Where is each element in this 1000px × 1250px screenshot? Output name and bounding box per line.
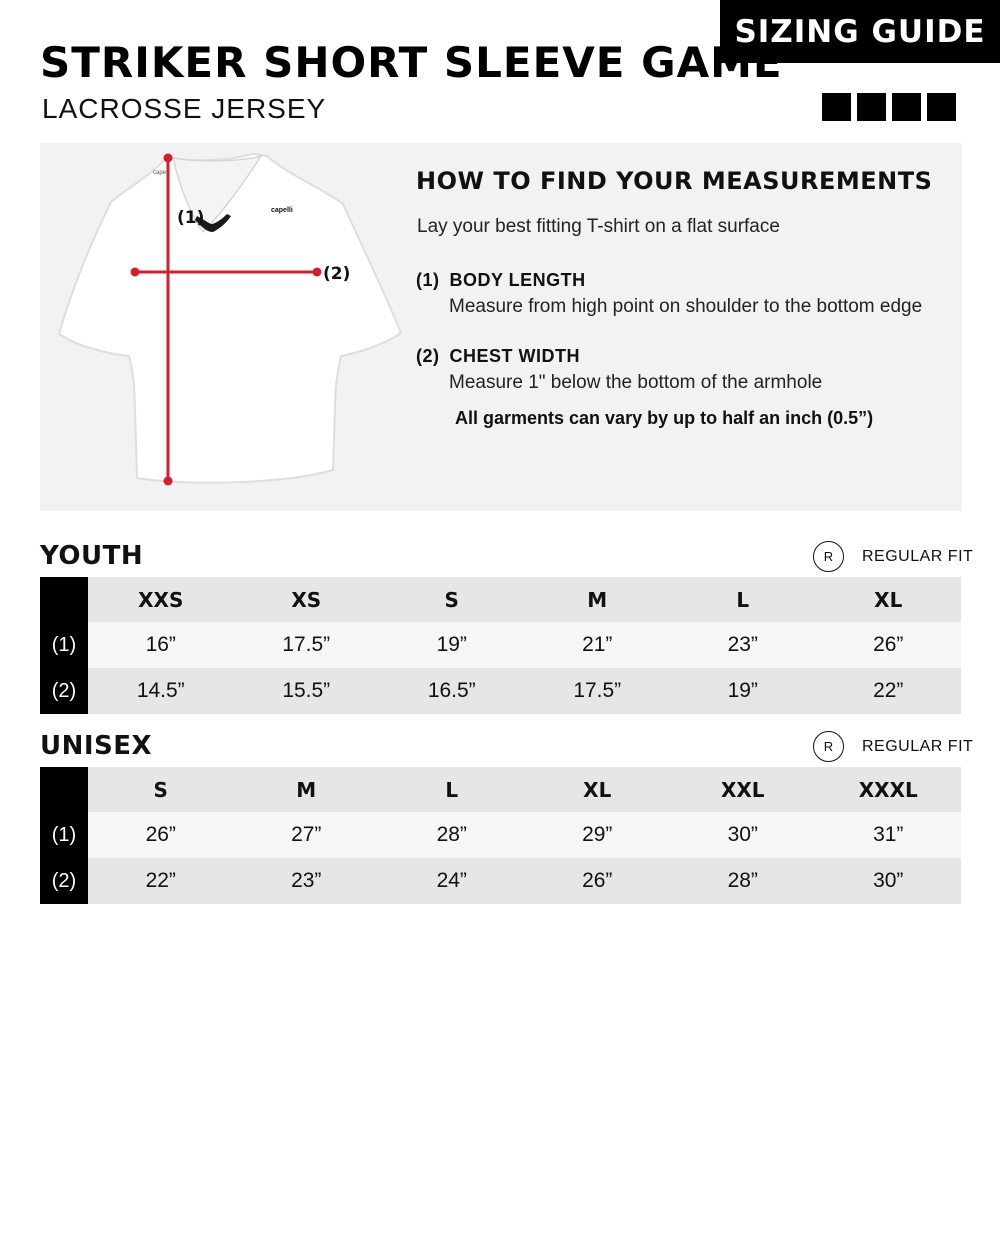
square <box>927 93 956 121</box>
row-label-body-length: (1) <box>51 633 77 656</box>
size-header: M <box>587 587 608 612</box>
table-cell: 16.5” <box>427 679 476 702</box>
table-cell: 19” <box>436 633 467 656</box>
size-header: S <box>153 777 168 802</box>
fit-label: REGULAR FIT <box>862 547 974 565</box>
instructions-intro: Lay your best fitting T-shirt on a flat surface <box>417 216 780 237</box>
measurement-desc-body-length: Measure from high point on shoulder to the bottom edge <box>449 296 923 317</box>
unisex-section-title: UNISEX <box>40 731 153 761</box>
size-header: XXS <box>138 587 184 612</box>
square <box>822 93 851 121</box>
measurement-heading-chest-width <box>416 346 580 367</box>
size-header: L <box>736 587 750 612</box>
measurement-number: (1) <box>416 270 440 290</box>
table-cell: 30” <box>727 823 758 846</box>
size-header: M <box>296 777 317 802</box>
size-header: XXL <box>720 777 765 802</box>
table-cell: 24” <box>436 869 467 892</box>
decorative-squares <box>822 93 956 121</box>
jersey-shape <box>59 154 401 483</box>
page-title: STRIKER SHORT SLEEVE GAME <box>40 38 783 87</box>
table-cell: 28” <box>727 869 758 892</box>
table-cell: 28” <box>436 823 467 846</box>
square <box>857 93 886 121</box>
size-header: XL <box>583 777 612 802</box>
fit-label: REGULAR FIT <box>862 737 974 755</box>
chest-width-end-dot <box>313 268 322 277</box>
size-header: XL <box>874 587 903 612</box>
table-cell: 17.5” <box>282 633 331 656</box>
square <box>892 93 921 121</box>
measurement-name: CHEST WIDTH <box>449 346 580 366</box>
chest-width-start-dot <box>131 268 140 277</box>
youth-section-title: YOUTH <box>40 541 144 571</box>
table-row <box>88 812 961 858</box>
size-header: XXXL <box>858 777 918 802</box>
measurement-name: BODY LENGTH <box>449 270 586 290</box>
table-cell: 30” <box>873 869 904 892</box>
table-cell: 26” <box>582 869 613 892</box>
row-label-chest-width: (2) <box>51 869 77 892</box>
table-cell: 17.5” <box>573 679 622 702</box>
row-label-chest-width: (2) <box>51 679 77 702</box>
size-header: XS <box>291 587 322 612</box>
table-row <box>88 668 961 714</box>
table-cell: 22” <box>145 869 176 892</box>
measurement-desc-chest-width: Measure 1" below the bottom of the armhole <box>449 372 823 393</box>
variance-note: All garments can vary by up to half an inch (0.5”) <box>455 408 874 428</box>
table-cell: 31” <box>873 823 904 846</box>
sizing-guide-tab: SIZING GUIDE <box>720 0 1000 63</box>
body-length-start-dot <box>164 154 173 163</box>
table-row <box>88 622 961 668</box>
table-cell: 27” <box>291 823 322 846</box>
unisex-fit-indicator <box>813 731 973 762</box>
label-body-length: (1) <box>177 208 205 228</box>
measurement-heading-body-length <box>416 270 586 291</box>
jersey-brand-mark: capelli <box>271 207 293 214</box>
size-header: L <box>445 777 459 802</box>
jersey-brand-mark: capelli <box>153 170 171 176</box>
table-cell: 22” <box>873 679 904 702</box>
body-length-end-dot <box>164 477 173 486</box>
regular-fit-icon: R <box>813 541 844 572</box>
table-cell: 15.5” <box>282 679 331 702</box>
table-cell: 26” <box>145 823 176 846</box>
youth-fit-indicator <box>813 541 973 572</box>
size-header: S <box>444 587 459 612</box>
measurement-number: (2) <box>416 346 440 366</box>
page-subtitle: LACROSSE JERSEY <box>42 93 327 124</box>
size-header-row <box>88 767 961 812</box>
table-cell: 23” <box>727 633 758 656</box>
size-header-row <box>88 577 961 622</box>
table-cell: 23” <box>291 869 322 892</box>
label-chest-width: (2) <box>323 264 351 284</box>
table-cell: 26” <box>873 633 904 656</box>
table-cell: 21” <box>582 633 613 656</box>
table-cell: 16” <box>145 633 176 656</box>
table-cell: 14.5” <box>136 679 185 702</box>
table-cell: 19” <box>727 679 758 702</box>
jersey-diagram <box>55 148 405 493</box>
row-label-body-length: (1) <box>51 823 77 846</box>
table-row <box>88 858 961 904</box>
regular-fit-icon: R <box>813 731 844 762</box>
table-cell: 29” <box>582 823 613 846</box>
instructions-title: HOW TO FIND YOUR MEASUREMENTS <box>416 167 933 195</box>
